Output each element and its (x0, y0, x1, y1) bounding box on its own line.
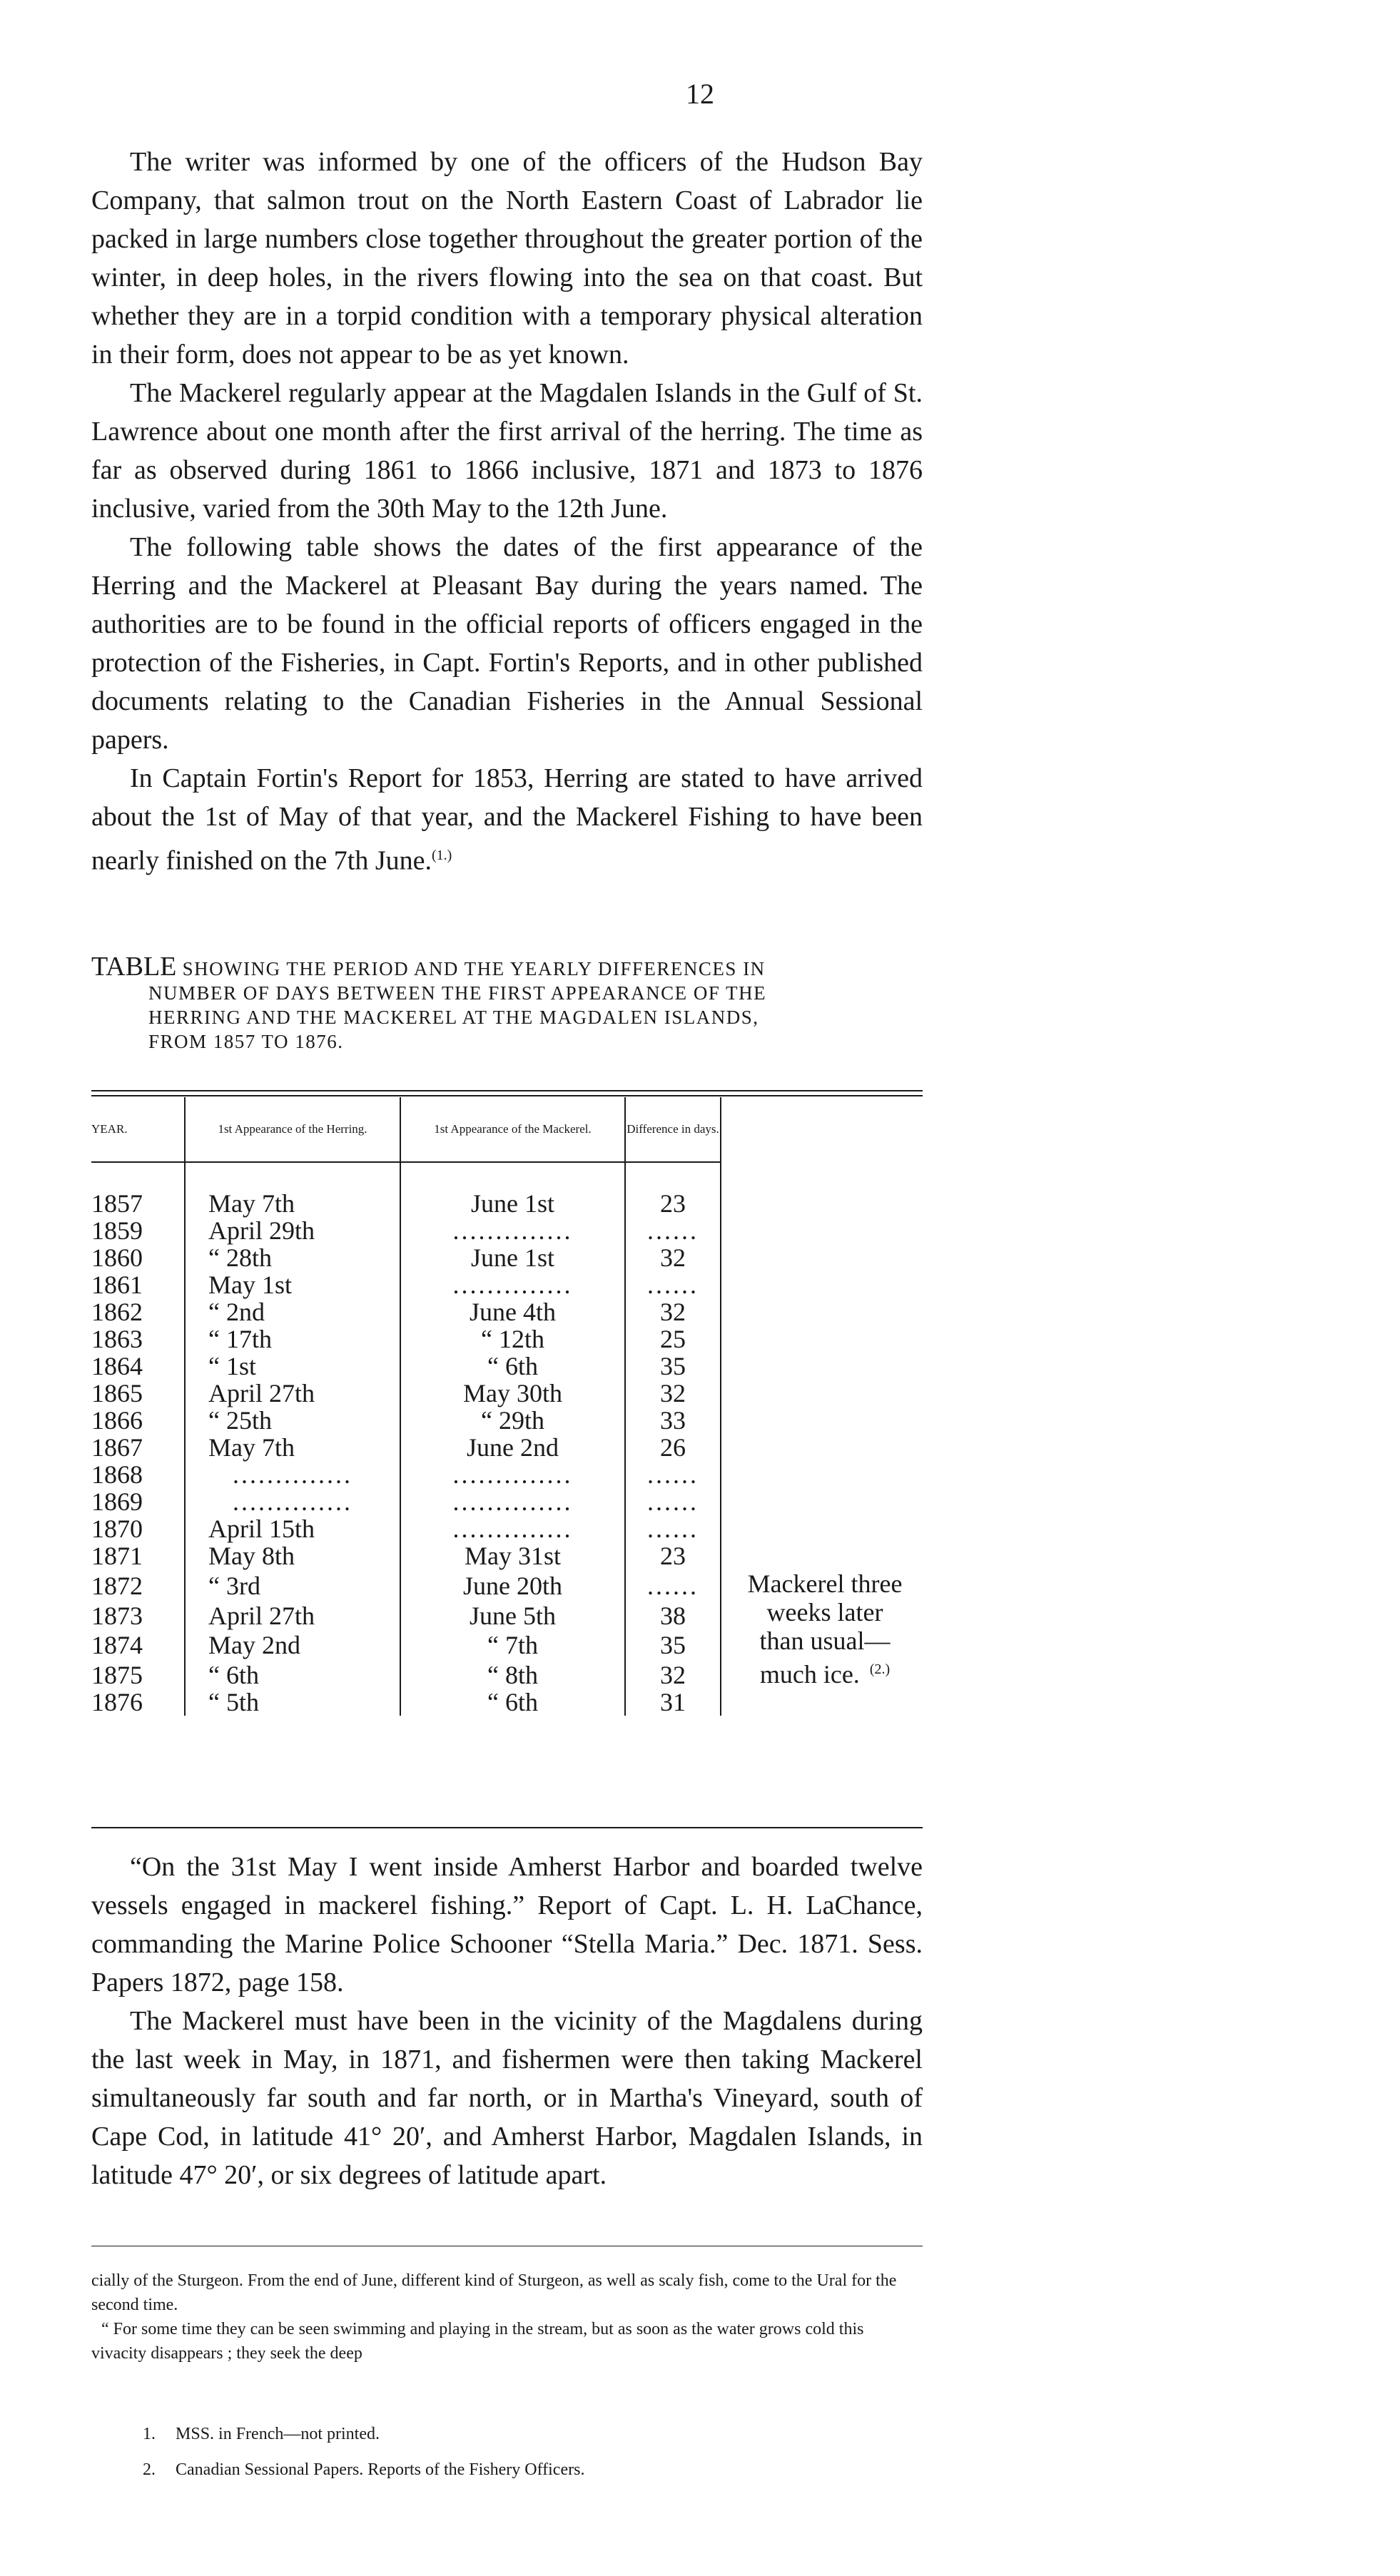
paragraph-lachance-quote: “On the 31st May I went inside Amherst Harbor and boarded twelve vessels engaged in mackerel fishing.” Report of Capt. L. H. LaChance, commanding the Marine Police Schooner “Stella Maria.” Dec. 1871. Sess. Papers 1872, page 158. (91, 1852, 923, 1997)
table-row (91, 1542, 928, 1569)
cell-mackerel: May 31st (400, 1542, 625, 1569)
note-1-number: 1. (143, 2425, 156, 2443)
cell-year: 1875 (91, 1661, 143, 1689)
table-row (91, 1434, 928, 1461)
header-mackerel: 1st Appearance of the Mackerel. (400, 1097, 625, 1162)
cell-difference: 23 (625, 1542, 721, 1569)
cell-herring: “ 2nd (185, 1298, 400, 1325)
cell-year: 1874 (91, 1631, 143, 1660)
cell-difference: 38 (625, 1599, 721, 1629)
table-row (91, 1488, 928, 1515)
paragraph-table-intro: The following table shows the dates of the first appearance of the Herring and the Mackerel at Pleasant Bay during the years named. The authorities are to be found in the official reports of officers engaged in the protection of the Fisheries, in Capt. Fortin's Reports, and in other published documents relating to the Canadian Fisheries in the Annual Sessional papers. (91, 532, 923, 755)
table-row (91, 1217, 928, 1244)
cell-year: 1862 (91, 1298, 143, 1326)
cell-difference: 31 (625, 1689, 721, 1716)
remark-line (721, 1569, 928, 1598)
table-row (91, 1380, 928, 1407)
cell-difference: 25 (625, 1325, 721, 1353)
cell-year: 1864 (91, 1352, 143, 1380)
remark-empty-cell (721, 1689, 928, 1716)
remark-empty-cell (721, 1461, 928, 1488)
cell-year: 1865 (91, 1379, 143, 1407)
cell-herring: May 1st (185, 1271, 400, 1298)
cell-year: 1876 (91, 1688, 143, 1716)
table-row (91, 1325, 928, 1353)
remark-line (721, 1598, 928, 1626)
cell-difference: ...... (625, 1488, 721, 1515)
cell-year: 1859 (91, 1216, 143, 1245)
lower-text (91, 1848, 923, 2194)
paragraph-fortin-text: In Captain Fortin's Report for 1853, Herring are stated to have arrived about the 1st of May of that year, and the Mackerel Fishing to have been nearly finished on the 7th June. (91, 763, 923, 876)
caption-line-3: HERRING AND THE MACKEREL AT THE MAGDALEN ISLANDS, (148, 1007, 759, 1028)
cell-year: 1870 (91, 1514, 143, 1543)
upper-text (91, 143, 923, 880)
cell-herring: “ 5th (185, 1689, 400, 1716)
cell-difference: 32 (625, 1380, 721, 1407)
remark-text: Mackerel three (747, 1569, 903, 1598)
cell-difference: 32 (625, 1244, 721, 1271)
remark-text: weeks later (766, 1598, 883, 1626)
table-top-rule-2 (91, 1095, 923, 1096)
cell-year: 1861 (91, 1271, 143, 1299)
cell-difference: 23 (625, 1190, 721, 1217)
spacer-cell (91, 1162, 185, 1190)
remark-empty-cell (721, 1542, 928, 1569)
cell-mackerel: May 30th (400, 1380, 625, 1407)
cell-difference: 35 (625, 1629, 721, 1659)
cell-difference: 35 (625, 1353, 721, 1380)
cell-year: 1871 (91, 1542, 143, 1570)
remark-empty-cell (721, 1190, 928, 1217)
cell-herring: .............. (185, 1488, 400, 1515)
cell-mackerel: .............. (400, 1217, 625, 1244)
cell-year: 1869 (91, 1487, 143, 1516)
herring-mackerel-table (91, 1097, 928, 1716)
cell-mackerel: June 2nd (400, 1434, 625, 1461)
cell-mackerel: .............. (400, 1271, 625, 1298)
remark-empty-cell (721, 1217, 928, 1244)
footnote-continuation (91, 2269, 923, 2366)
remark-empty-cell (721, 1244, 928, 1271)
cell-mackerel: “ 12th (400, 1325, 625, 1353)
table-row (91, 1689, 928, 1716)
footnote-text-1: cially of the Sturgeon. From the end of June, different kind of Sturgeon, as well as scaly fish, come to the Ural for the second time. (91, 2271, 897, 2314)
note-1 (143, 2422, 856, 2446)
cell-difference: 32 (625, 1659, 721, 1689)
cell-mackerel: June 1st (400, 1244, 625, 1271)
cell-difference: ...... (625, 1515, 721, 1542)
table-row (91, 1271, 928, 1298)
cell-year: 1866 (91, 1406, 143, 1435)
table-spacer-row (91, 1162, 928, 1190)
remark-text: than usual— (759, 1626, 891, 1655)
caption-line-2: NUMBER OF DAYS BETWEEN THE FIRST APPEARANCE OF THE (148, 982, 767, 1004)
footnote-text-2: “ For some time they can be seen swimming and playing in the stream, but as soon as the water grows cold this vivacity disappears ; they seek the deep (91, 2320, 864, 2363)
remark-line (721, 1655, 928, 1689)
cell-mackerel: .............. (400, 1515, 625, 1542)
cell-year: 1857 (91, 1189, 143, 1218)
table-row (91, 1353, 928, 1380)
cell-herring: “ 25th (185, 1407, 400, 1434)
cell-year: 1860 (91, 1243, 143, 1272)
cell-year: 1867 (91, 1433, 143, 1462)
cell-year: 1873 (91, 1601, 143, 1630)
page-number: 12 (686, 78, 714, 110)
cell-herring: April 27th (185, 1599, 400, 1629)
remark-empty-cell (721, 1298, 928, 1325)
table-row (91, 1298, 928, 1325)
cell-herring: “ 3rd (185, 1569, 400, 1599)
cell-mackerel: June 4th (400, 1298, 625, 1325)
cell-year: 1868 (91, 1460, 143, 1489)
cell-herring: “ 28th (185, 1244, 400, 1271)
spacer-cell (721, 1162, 928, 1190)
remark-empty-cell (721, 1271, 928, 1298)
table-body (91, 1162, 928, 1716)
cell-herring: “ 6th (185, 1659, 400, 1689)
cell-mackerel: “ 8th (400, 1659, 625, 1689)
paragraph-salmon-trout: The writer was informed by one of the officers of the Hudson Bay Company, that salmon trout on the North Eastern Coast of Labrador lie packed in large numbers close together throughout the greater portion of the winter, in deep holes, in the rivers flowing into the sea on that coast. But whether they are in a torpid condition with a temporary physical alteration in their form, does not appear to be as yet known. (91, 147, 923, 370)
note-2 (143, 2458, 856, 2482)
cell-mackerel: June 1st (400, 1190, 625, 1217)
footnote-ref-1: (1.) (432, 847, 452, 863)
cell-mackerel: .............. (400, 1461, 625, 1488)
cell-herring: “ 1st (185, 1353, 400, 1380)
cell-herring: April 29th (185, 1217, 400, 1244)
table-row (91, 1461, 928, 1488)
cell-year: 1872 (91, 1571, 143, 1600)
spacer-cell (625, 1162, 721, 1190)
cell-herring: April 15th (185, 1515, 400, 1542)
remark-empty-cell (721, 1353, 928, 1380)
table-row (91, 1515, 928, 1542)
remark-empty-cell (721, 1407, 928, 1434)
cell-difference: 33 (625, 1407, 721, 1434)
cell-difference: ...... (625, 1569, 721, 1599)
table-row (91, 1244, 928, 1271)
cell-difference: ...... (625, 1217, 721, 1244)
header-year: YEAR. (91, 1097, 185, 1162)
cell-mackerel: “ 29th (400, 1407, 625, 1434)
remark-empty-cell (721, 1434, 928, 1461)
table-top-rule-1 (91, 1090, 923, 1091)
cell-mackerel: .............. (400, 1488, 625, 1515)
cell-herring: “ 17th (185, 1325, 400, 1353)
caption-lead: TABLE (91, 952, 177, 982)
cell-mackerel: “ 7th (400, 1629, 625, 1659)
table-row (91, 1569, 928, 1599)
footnote-ref-2: (2.) (869, 1661, 891, 1677)
paragraph-vicinity: The Mackerel must have been in the vicinity of the Magdalens during the last week in May, in 1871, and fishermen were then taking Mackerel simultaneously far south and far north, or in Martha's Vineyard, south of Cape Cod, in latitude 41° 20′, and Amherst Harbor, Magdalen Islands, in latitude 47° 20′, or six degrees of latitude apart. (91, 2006, 923, 2190)
note-2-text: Canadian Sessional Papers. Reports of the Fishery Officers. (176, 2460, 585, 2479)
cell-difference: ...... (625, 1271, 721, 1298)
spacer-cell (400, 1162, 625, 1190)
remark-empty-cell (721, 1488, 928, 1515)
cell-herring: May 8th (185, 1542, 400, 1569)
cell-year: 1863 (91, 1325, 143, 1353)
table-caption (91, 954, 923, 1054)
cell-mackerel: June 20th (400, 1569, 625, 1599)
remark-cell (721, 1569, 928, 1689)
note-2-number: 2. (143, 2460, 156, 2479)
cell-herring: April 27th (185, 1380, 400, 1407)
spacer-cell (185, 1162, 400, 1190)
remark-text: much ice. (759, 1660, 860, 1689)
remark-empty-cell (721, 1515, 928, 1542)
remark-line (721, 1626, 928, 1655)
cell-herring: May 2nd (185, 1629, 400, 1659)
cell-mackerel: “ 6th (400, 1353, 625, 1380)
cell-mackerel: June 5th (400, 1599, 625, 1629)
paragraph-fortin-report (91, 759, 923, 880)
cell-herring: May 7th (185, 1434, 400, 1461)
cell-herring: .............. (185, 1461, 400, 1488)
cell-difference: 26 (625, 1434, 721, 1461)
cell-mackerel: “ 6th (400, 1689, 625, 1716)
note-1-text: MSS. in French—not printed. (176, 2425, 380, 2443)
remark-empty-cell (721, 1325, 928, 1353)
caption-line-1: SHOWING THE PERIOD AND THE YEARLY DIFFERENCES IN (182, 958, 766, 979)
paragraph-mackerel-arrival: The Mackerel regularly appear at the Magdalen Islands in the Gulf of St. Lawrence about one month after the first arrival of the herring. The time as far as observed during 1861 to 1866 inclusive, 1871 and 1873 to 1876 inclusive, varied from the 30th May to the 12th June. (91, 378, 923, 524)
table-row (91, 1190, 928, 1217)
header-difference: Difference in days. (625, 1097, 721, 1162)
table-bottom-rule (91, 1827, 923, 1828)
header-herring: 1st Appearance of the Herring. (185, 1097, 400, 1162)
caption-line-4: FROM 1857 TO 1876. (148, 1031, 344, 1052)
cell-herring: May 7th (185, 1190, 400, 1217)
table-row (91, 1407, 928, 1434)
table-header-row (91, 1097, 928, 1162)
remark-empty-cell (721, 1380, 928, 1407)
header-remarks (721, 1097, 928, 1162)
cell-difference: ...... (625, 1461, 721, 1488)
cell-difference: 32 (625, 1298, 721, 1325)
